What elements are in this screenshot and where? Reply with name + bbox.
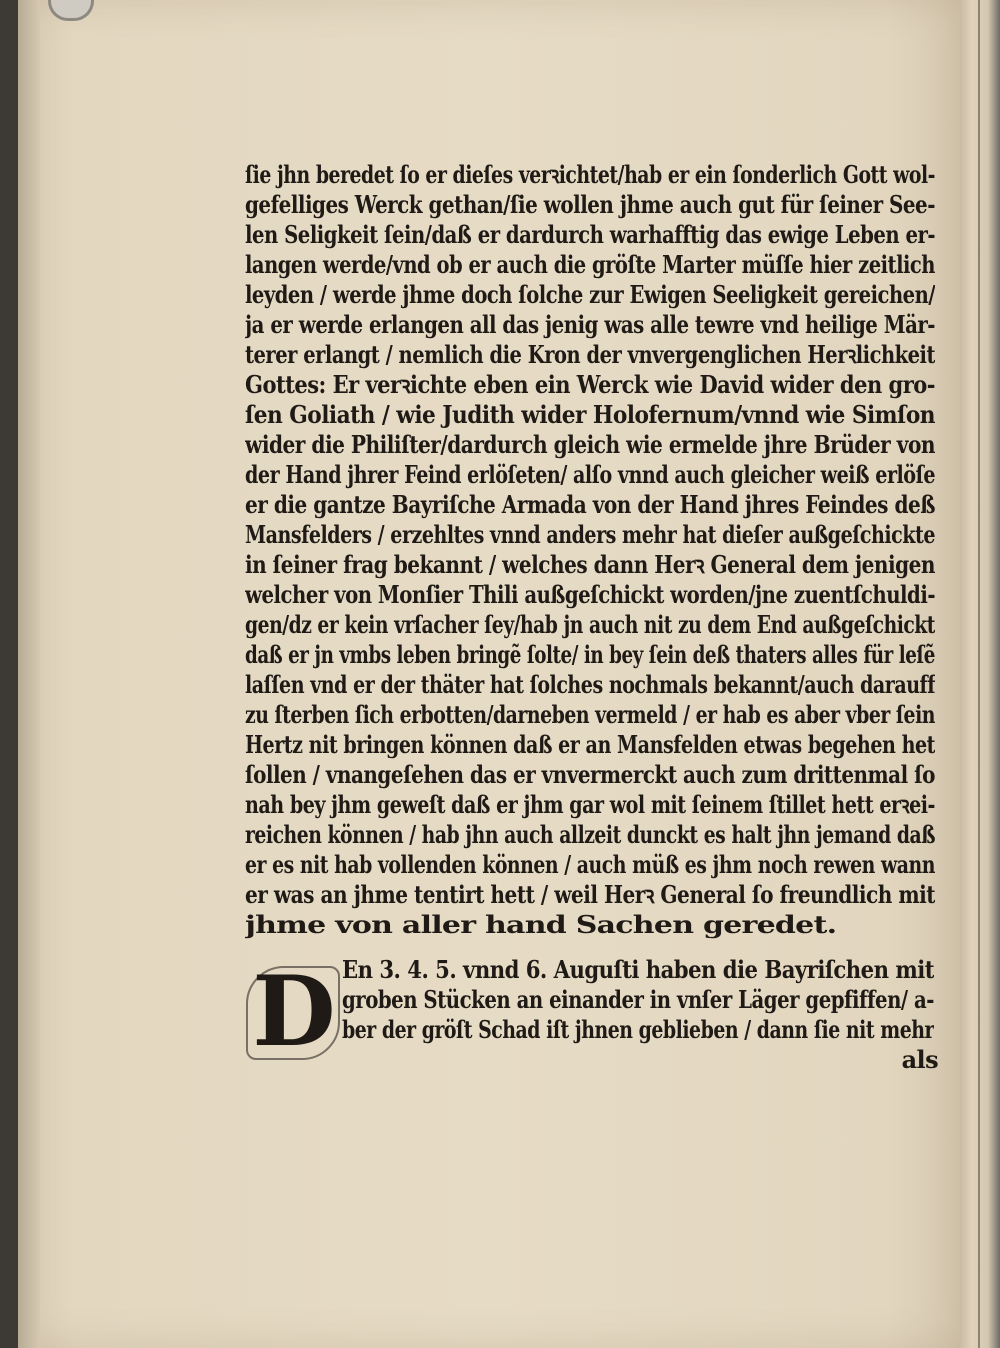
text-line: wider die Philiſter/dardurch gleich wie ermelde jhre Brüder von (245, 430, 935, 459)
text-line: laſſen vnd er der thäter hat ſolches nochmals bekannt/auch darauff (245, 670, 935, 699)
text-line: langen werde/vnd ob er auch die gröſte Marter müſſe hier zeitlich (245, 250, 935, 279)
text-line: groben Stücken an einander in vnſer Läger gepfiffen/ a- (342, 985, 934, 1014)
text-line: ſie jhn beredet ſo er dieſes verꝛichtet/hab er ein ſonderlich Gott wol- (245, 160, 935, 189)
text-line: En 3. 4. 5. vnnd 6. Auguſti haben die Bayriſchen mit (342, 955, 934, 984)
text-line: ſollen / vnangeſehen das er vnvermerckt auch zum drittenmal ſo (245, 760, 935, 789)
text-line: daß er jn vmbs leben bringẽ ſolte/ in bey ſein deß thaters alles für leſẽ (245, 640, 935, 669)
text-line: jhme von aller hand Sachen geredet. (245, 910, 837, 939)
text-line: ſen Goliath / wie Judith wider Holofernum/vnnd wie Simſon (245, 400, 935, 429)
text-line: Gottes: Er verꝛichte eben ein Werck wie David wider den gro- (245, 370, 935, 399)
decorated-initial: D (252, 955, 336, 1068)
text-line: in ſeiner frag bekannt / welches dann Herꝛ General dem jenigen (245, 550, 935, 579)
text-line: welcher von Monſier Thili außgeſchickt worden/jne zuentſchuldi- (245, 580, 935, 609)
text-line: gefelliges Werck gethan/ſie wollen jhme auch gut für ſeiner See- (245, 190, 935, 219)
text-line: reichen können / hab jhn auch allzeit dunckt es halt jhn jemand daß (245, 820, 935, 849)
text-line: er es nit hab vollenden können / auch müß es jhm noch rewen wann (245, 850, 935, 879)
catchword: als (901, 1045, 938, 1074)
text-line: ja er werde erlangen all das jenig was alle tewre vnd heilige Mär- (245, 310, 935, 339)
text-line: terer erlangt / nemlich die Kron der vnvergenglichen Herꝛlichkeit (245, 340, 935, 369)
text-line: er was an jhme tentirt hett / weil Herꝛ General ſo freundlich mit (245, 880, 935, 909)
text-line: zu ſterben ſich erbotten/darneben vermeld / er hab es aber vber ſein (245, 700, 935, 729)
text-line: leyden / werde jhme doch ſolche zur Ewigen Seeligkeit gereichen/ (245, 280, 935, 309)
text-line: nah bey jhm geweſt daß er jhm gar wol mit ſeinem ſtillet hett erꝛei- (245, 790, 935, 819)
text-line: Hertz nit bringen können daß er an Mansfelden etwas begehen het (245, 730, 935, 759)
text-line: Mansfelders / erzehltes vnnd anders mehr hat dieſer außgeſchickte (245, 520, 935, 549)
text-line: len Seligkeit ſein/daß er dardurch warhafftig das ewige Leben er- (245, 220, 935, 249)
text-line: gen/dz er kein vrſacher ſey/hab jn auch nit zu dem End außgeſchickt (245, 610, 935, 639)
text-line: ber der gröſt Schad iſt jhnen geblieben / dann ſie nit mehr (342, 1015, 934, 1044)
text-line: er die gantze Bayriſche Armada von der Hand jhres Feindes deß (245, 490, 935, 519)
text-line: der Hand jhrer Feind erlöſeten/ alſo vnnd auch gleicher weiß erlöſe (245, 460, 935, 489)
